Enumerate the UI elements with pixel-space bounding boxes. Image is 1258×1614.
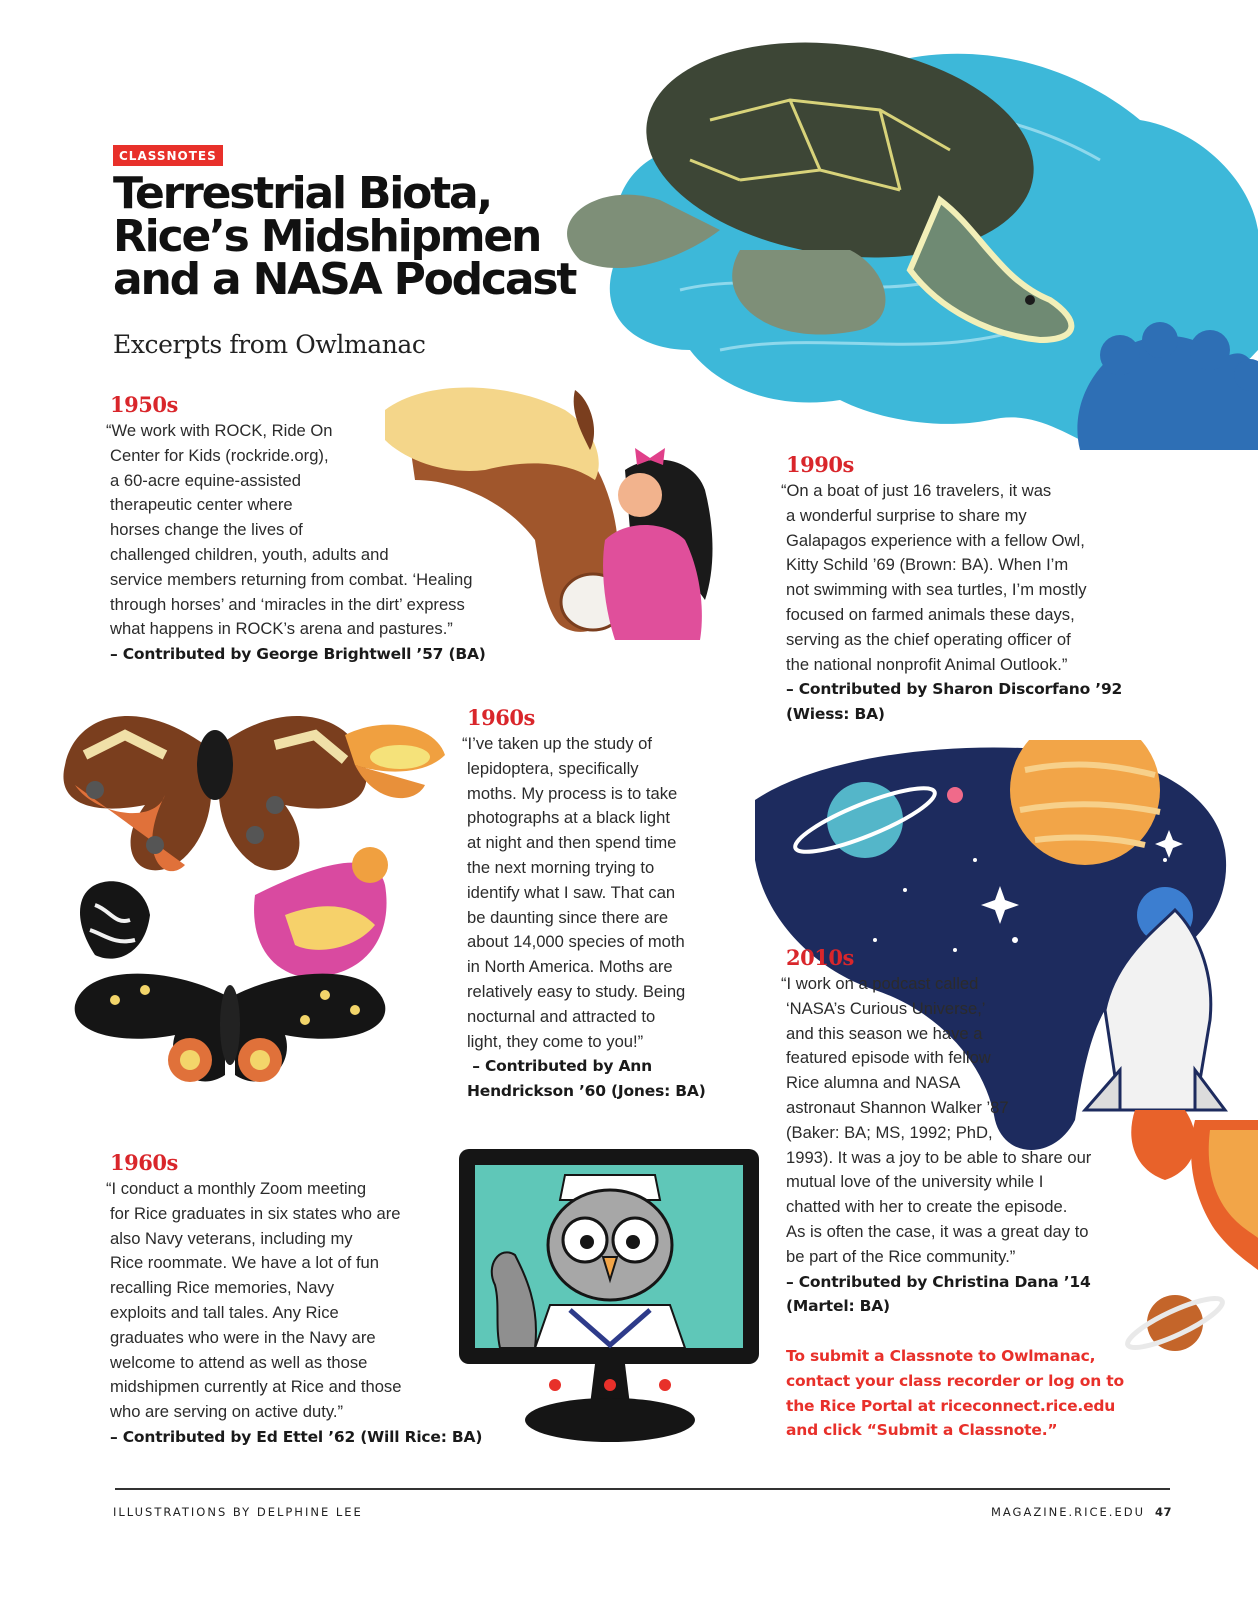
note-body <box>106 419 580 642</box>
body-line: the next morning trying to <box>467 857 655 877</box>
body-line: ‘NASA’s Curious Universe,’ <box>786 998 986 1018</box>
note-byline: – Contributed by Ed Ettel ’62 (Will Rice: BA) <box>110 1427 483 1446</box>
body-line: featured episode with fellow <box>786 1048 991 1068</box>
body-line: exploits and tall tales. Any Rice <box>110 1302 339 1322</box>
body-line: 1993). It was a joy to be able to share our <box>786 1147 1092 1167</box>
moth-black-spotted <box>75 974 386 1082</box>
body-line: Galapagos experience with a fellow Owl, <box>786 530 1085 550</box>
body-line: a 60-acre equine-assisted <box>110 470 301 490</box>
decade-heading: 1960s <box>467 705 535 730</box>
byline-line: (Wiess: BA) <box>786 705 885 724</box>
moth-tiger <box>63 716 366 871</box>
body-line: midshipmen currently at Rice and those <box>110 1377 402 1397</box>
body-line: through horses’ and ‘miracles in the dirt’ express <box>110 594 465 614</box>
byline-line: (Martel: BA) <box>786 1297 890 1316</box>
body-line: in North America. Moths are <box>467 957 673 977</box>
body-line: be part of the Rice community.” <box>786 1246 1016 1266</box>
classnote-1960s-moths <box>462 705 757 1104</box>
moth-black-white <box>80 881 150 958</box>
classnote-1950s <box>106 392 580 667</box>
footer-divider <box>115 1488 1170 1490</box>
body-line: not swimming with sea turtles, I’m mostly <box>786 580 1087 600</box>
note-body <box>106 1177 510 1425</box>
body-line: lepidoptera, specifically <box>467 758 639 778</box>
rocket-flame-trail <box>1185 1120 1258 1270</box>
body-line: As is often the case, it was a great day to <box>786 1221 1089 1241</box>
comet <box>947 787 963 803</box>
body-line: identify what I saw. That can <box>467 882 676 902</box>
page-title <box>113 168 576 305</box>
body-line: “I’ve taken up the study of <box>462 734 653 753</box>
body-line: challenged children, youth, adults and <box>110 544 389 564</box>
body-line: “I conduct a monthly Zoom meeting <box>106 1179 367 1198</box>
body-line: horses change the lives of <box>110 520 303 540</box>
body-line: who are serving on active duty.” <box>110 1402 344 1422</box>
body-line: chatted with her to create the episode. <box>786 1197 1068 1217</box>
body-line: recalling Rice memories, Navy <box>110 1278 335 1298</box>
body-line: light, they come to you!” <box>467 1031 644 1051</box>
monitor-base <box>525 1398 695 1442</box>
body-line: photographs at a black light <box>467 808 670 828</box>
page-subtitle: Excerpts from Owlmanac <box>113 330 426 359</box>
note-byline <box>467 1054 757 1104</box>
body-line: the national nonprofit Animal Outlook.” <box>786 654 1068 674</box>
body-line: Rice alumna and NASA <box>786 1073 961 1093</box>
body-line: be daunting since there are <box>467 907 669 927</box>
submit-instructions <box>786 1344 1146 1443</box>
body-line: serving as the chief operating officer of <box>786 629 1071 649</box>
note-byline <box>786 677 1186 727</box>
body-line: also Navy veterans, including my <box>110 1228 353 1248</box>
note-body <box>462 732 757 1054</box>
body-line: Kitty Schild ’69 (Brown: BA). When I’m <box>786 555 1069 575</box>
title-line: Rice’s Midshipmen <box>113 211 541 262</box>
illustration-credit: ILLUSTRATIONS BY DELPHINE LEE <box>113 1505 363 1519</box>
body-line: and this season we have a <box>786 1023 983 1043</box>
body-line: Center for Kids (rockride.org), <box>110 445 329 465</box>
page-number: 47 <box>1154 1505 1172 1519</box>
body-line: graduates who were in the Navy are <box>110 1327 376 1347</box>
decade-heading: 1990s <box>786 452 854 477</box>
decade-heading: 2010s <box>786 945 854 970</box>
body-line: astronaut Shannon Walker ’87 <box>786 1097 1009 1117</box>
byline-line: – Contributed by Sharon Discorfano ’92 <box>786 680 1123 699</box>
moths-illustration <box>55 665 455 1115</box>
body-line: mutual love of the university while I <box>786 1172 1044 1192</box>
body-line: “I work on a podcast called <box>781 974 979 993</box>
byline-line: Hendrickson ’60 (Jones: BA) <box>467 1082 706 1101</box>
title-line: Terrestrial Biota, <box>113 168 492 219</box>
body-line: (Baker: BA; MS, 1992; PhD, <box>786 1122 993 1142</box>
note-body <box>781 972 1166 1270</box>
submit-line: and click “Submit a Classnote.” <box>786 1421 1058 1440</box>
title-line: and a NASA Podcast <box>113 254 576 305</box>
body-line: at night and then spend time <box>467 833 677 853</box>
classnote-2010s <box>781 945 1166 1319</box>
sailor-collar <box>535 1305 685 1348</box>
submit-line: To submit a Classnote to Owlmanac, <box>786 1347 1096 1365</box>
body-line: nocturnal and attracted to <box>467 1006 656 1026</box>
body-line: therapeutic center where <box>110 495 293 515</box>
submit-line: the Rice Portal at riceconnect.rice.edu <box>786 1396 1116 1415</box>
body-line: a wonderful surprise to share my <box>786 505 1027 525</box>
body-line: for Rice graduates in six states who are <box>110 1203 401 1223</box>
body-line: “We work with ROCK, Ride On <box>106 421 333 440</box>
body-line: service members returning from combat. ‘Healing <box>110 569 473 589</box>
note-body <box>781 479 1186 677</box>
body-line: “On a boat of just 16 travelers, it was <box>781 481 1052 500</box>
note-byline <box>786 1270 1166 1320</box>
body-line: focused on farmed animals these days, <box>786 604 1075 624</box>
note-byline: – Contributed by George Brightwell ’57 (BA) <box>110 645 486 664</box>
classnote-1960s-navy <box>106 1150 510 1450</box>
footer-right <box>991 1505 1172 1519</box>
section-tag: CLASSNOTES <box>113 145 223 166</box>
body-line: relatively easy to study. Being <box>467 981 686 1001</box>
body-line: welcome to attend as well as those <box>110 1352 368 1372</box>
body-line: Rice roommate. We have a lot of fun <box>110 1253 380 1273</box>
decade-heading: 1960s <box>110 1150 178 1175</box>
byline-line: – Contributed by Ann <box>467 1057 652 1076</box>
girl-face <box>618 473 662 517</box>
body-line: moths. My process is to take <box>467 783 678 803</box>
submit-line: contact your class recorder or log on to <box>786 1371 1124 1390</box>
magazine-url: MAGAZINE.RICE.EDU <box>990 1505 1145 1519</box>
decade-heading: 1950s <box>110 392 178 417</box>
body-line: what happens in ROCK’s arena and pastures.” <box>110 619 453 639</box>
byline-line: – Contributed by Christina Dana ’14 <box>786 1272 1091 1291</box>
classnote-1990s <box>781 452 1186 727</box>
body-line: about 14,000 species of moth <box>467 932 685 952</box>
